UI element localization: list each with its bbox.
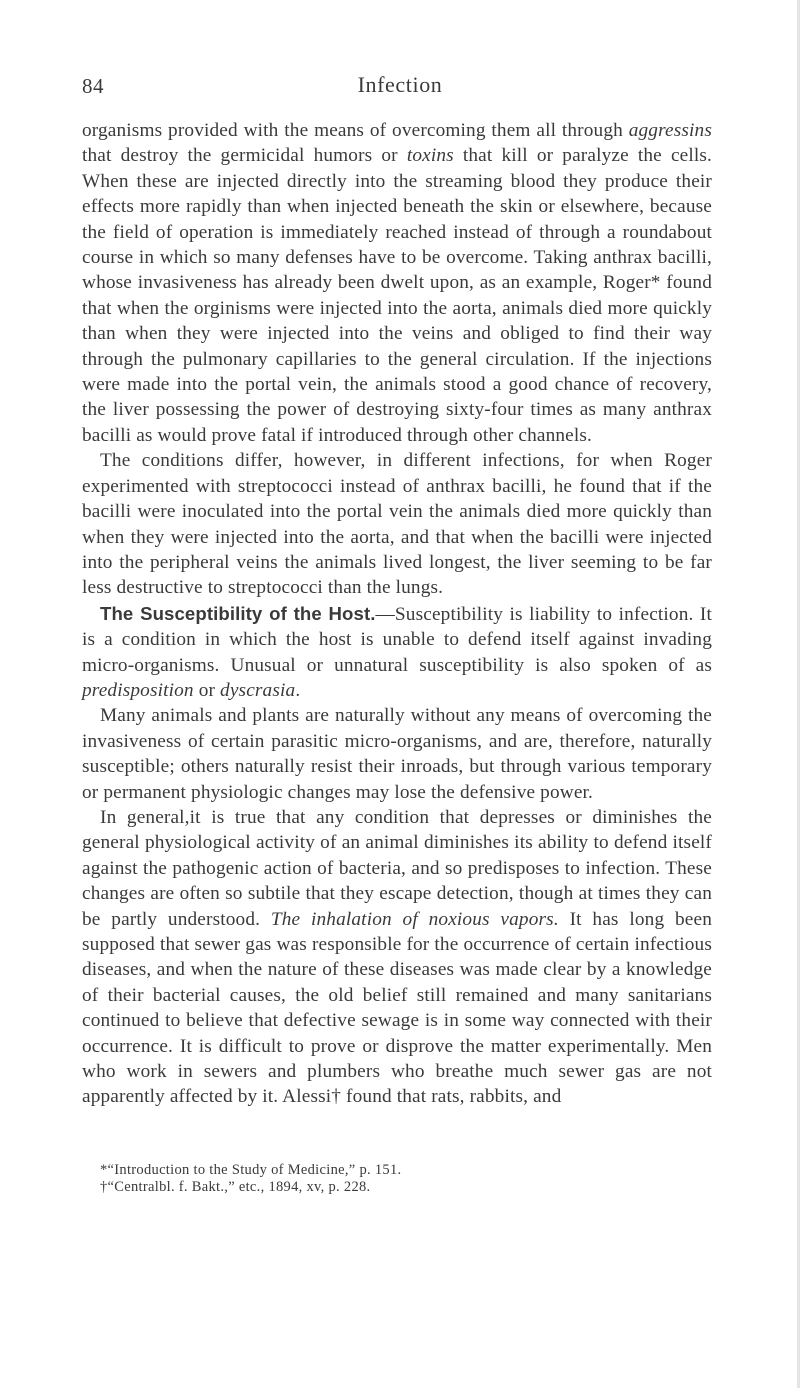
paragraph bbox=[82, 448, 712, 600]
text-run: that destroy the germicidal humors or bbox=[82, 145, 407, 167]
text-run: or bbox=[193, 679, 221, 701]
running-head: Infection bbox=[357, 72, 443, 97]
text-run: Many animals and plants are naturally without any means of overcoming the invasiveness of certain parasitic micro-organisms, and are, therefore, naturally susceptible; others naturally resist their inroads, but through various temporary or permanent physiologic changes may lose the defensive power. bbox=[82, 705, 712, 803]
text-run: that kill or paralyze the cells. When these are injected directly into the streaming blood they produce their effects more rapidly than when injected beneath the skin or elsewhere, because the field of operation is immediately reached instead of through a roundabout course in which so many defenses have to be overcome. Taking anthrax bacilli, whose invasiveness has already been dwelt upon, as an example, Roger* found that when the orginisms were injected into the aorta, animals died more quickly than when they were injected into the veins and obliged to find their way through the pulmonary capillaries to the general circulation. If the injections were made into the portal vein, the animals stood a good chance of recovery, the liver possessing the power of destroying sixty-four times as many anthrax bacilli as would prove fatal if introduced through other channels. bbox=[82, 145, 713, 446]
italic-term: predisposition bbox=[82, 679, 194, 701]
text-run: . bbox=[295, 679, 301, 701]
text-run: It has long been supposed that sewer gas was responsible for the occurrence of certain infectious diseases, and when the nature of these diseases was made clear by a knowledge of their bacterial causes, the old belief still remained and many sanitarians continued to believe that defective sewage is in some way connected with their occurrence. It is difficult to prove or disprove the matter experimentally. Men who work in sewers and plumbers who breathe much sewer gas are not apparently affected by it. Alessi† found that rats, rabbits, and bbox=[82, 908, 712, 1108]
italic-term: toxins bbox=[406, 145, 454, 167]
footnote: *“Introduction to the Study of Medicine,” p. 151. bbox=[100, 1162, 402, 1178]
footnote: †“Centralbl. f. Bakt.,” etc., 1894, xv, p. 228. bbox=[100, 1178, 371, 1195]
paragraph bbox=[82, 118, 712, 448]
text-run: In general,it is true that any condition that depresses or diminishes the general physiological activity of an animal diminishes its ability to defend itself against the pathogenic action of bacteria, and so predisposes to infection. These changes are often so subtile that they escape detection, though at times they can be partly understood. bbox=[82, 806, 712, 930]
paragraph bbox=[82, 601, 712, 704]
paragraph bbox=[82, 805, 712, 1110]
text-run: The conditions differ, however, in different infections, for when Roger experimented with streptococci instead of anthrax bacilli, he found that if the bacilli were inoculated into the portal vein the animals died more quickly than when they were injected into the aorta, and that when the bacilli were injected into the peripheral veins the animals lived longest, the liver seeming to be far less destructive to streptococci than the lungs. bbox=[82, 450, 712, 599]
section-heading: The Susceptibility of the Host. bbox=[100, 602, 376, 624]
body-text bbox=[82, 118, 712, 1110]
text-run: —Susceptibility is liability to infection. It is a condition in which the host is unable to defend itself against invading micro-organisms. Unusual or unnatural susceptibility is also spoken of as bbox=[82, 603, 712, 676]
italic-term: aggressins bbox=[628, 120, 712, 141]
text-run: organisms provided with the means of overcoming them all through bbox=[82, 120, 629, 141]
footnotes bbox=[100, 1162, 700, 1195]
italic-term: dyscrasia bbox=[220, 679, 296, 701]
italic-term: The inhalation of noxious vapors. bbox=[270, 908, 559, 930]
page-number: 84 bbox=[82, 74, 104, 98]
paragraph bbox=[82, 703, 712, 805]
